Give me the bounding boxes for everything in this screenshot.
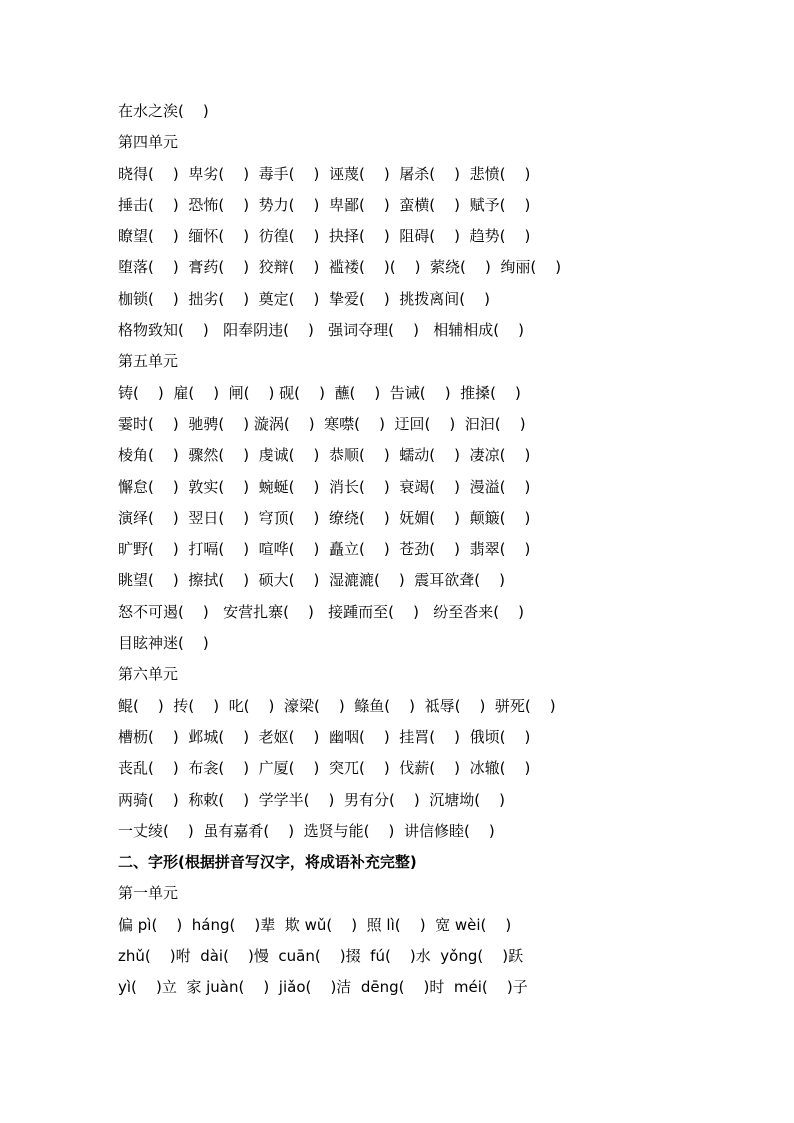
- exercise-line: 两骑( ) 称敕( ) 学学半( ) 男有分( ) 沉塘坳( ): [118, 790, 506, 809]
- exercise-line: 霎时( ) 驰骋( ) 漩涡( ) 寒噤( ) 迂回( ) 汩汩( ): [118, 414, 526, 433]
- exercise-line: 铸( ) 雇( ) 闸( ) 砚( ) 蘸( ) 告诫( ) 推搡( ): [118, 383, 521, 402]
- unit-heading: 第六单元: [118, 665, 179, 684]
- exercise-line: 瞭望( ) 缅怀( ) 彷徨( ) 抉择( ) 阻碍( ) 趋势( ): [118, 227, 531, 246]
- exercise-line: zhǔ( )咐 dài( )慢 cuān( )掇 fú( )水 yǒng( )跃: [118, 947, 524, 966]
- document-body: [118, 98, 718, 1006]
- unit-heading: 第一单元: [118, 884, 179, 903]
- exercise-line: 捶击( ) 恐怖( ) 势力( ) 卑鄙( ) 蛮横( ) 赋予( ): [118, 195, 531, 214]
- exercise-line: 演绎( ) 翌日( ) 穹顶( ) 缭绕( ) 妩媚( ) 颠簸( ): [118, 508, 531, 527]
- section-title: 二、字形(根据拼音写汉字，将成语补充完整): [118, 853, 417, 872]
- exercise-line: 枷锁( ) 拙劣( ) 奠定( ) 挚爱( ) 挑拨离间( ): [118, 289, 491, 308]
- exercise-line: 鲲( ) 抟( ) 叱( ) 濠梁( ) 鲦鱼( ) 祗辱( ) 骈死( ): [118, 696, 556, 715]
- exercise-line: 在水之涘( ): [118, 102, 209, 120]
- exercise-line: 格物致知( ) 阳奉阴违( ) 强词夺理( ) 相辅相成( ): [118, 321, 525, 340]
- exercise-line: 懈怠( ) 敦实( ) 蜿蜒( ) 消长( ) 衰竭( ) 漫溢( ): [118, 477, 531, 496]
- exercise-line: yì( )立 家 juàn( ) jiǎo( )洁 dēng( )时 méi( )子: [118, 978, 528, 997]
- unit-heading: 第四单元: [118, 133, 179, 152]
- exercise-line: 眺望( ) 擦拭( ) 硕大( ) 湿漉漉( ) 震耳欲聋( ): [118, 571, 506, 590]
- exercise-line: 怒不可遏( ) 安营扎寨( ) 接踵而至( ) 纷至沓来( ): [118, 602, 525, 621]
- exercise-line: 丧乱( ) 布衾( ) 广厦( ) 突兀( ) 伐薪( ) 冰辙( ): [118, 759, 531, 778]
- exercise-line: 堕落( ) 膏药( ) 狡辩( ) 褴褛( )( ) 萦绕( ) 绚丽( ): [118, 258, 562, 277]
- exercise-line: 旷野( ) 打嗝( ) 喧哗( ) 矗立( ) 苍劲( ) 翡翠( ): [118, 540, 531, 559]
- exercise-line: 晓得( ) 卑劣( ) 毒手( ) 诬蔑( ) 屠杀( ) 悲愤( ): [118, 164, 531, 183]
- exercise-line: 槽枥( ) 邺城( ) 老妪( ) 幽咽( ) 挂罥( ) 俄顷( ): [118, 727, 531, 746]
- unit-heading: 第五单元: [118, 352, 179, 371]
- exercise-line: 一丈绫( ) 虽有嘉肴( ) 选贤与能( ) 讲信修睦( ): [118, 821, 495, 840]
- exercise-line: 偏 pì( ) háng( )辈 欺 wǔ( ) 照 lì( ) 宽 wèi( ): [118, 915, 512, 934]
- exercise-line: 目眩神迷( ): [118, 634, 209, 653]
- exercise-line: 棱角( ) 骤然( ) 虔诚( ) 恭顺( ) 蠕动( ) 凄凉( ): [118, 446, 531, 465]
